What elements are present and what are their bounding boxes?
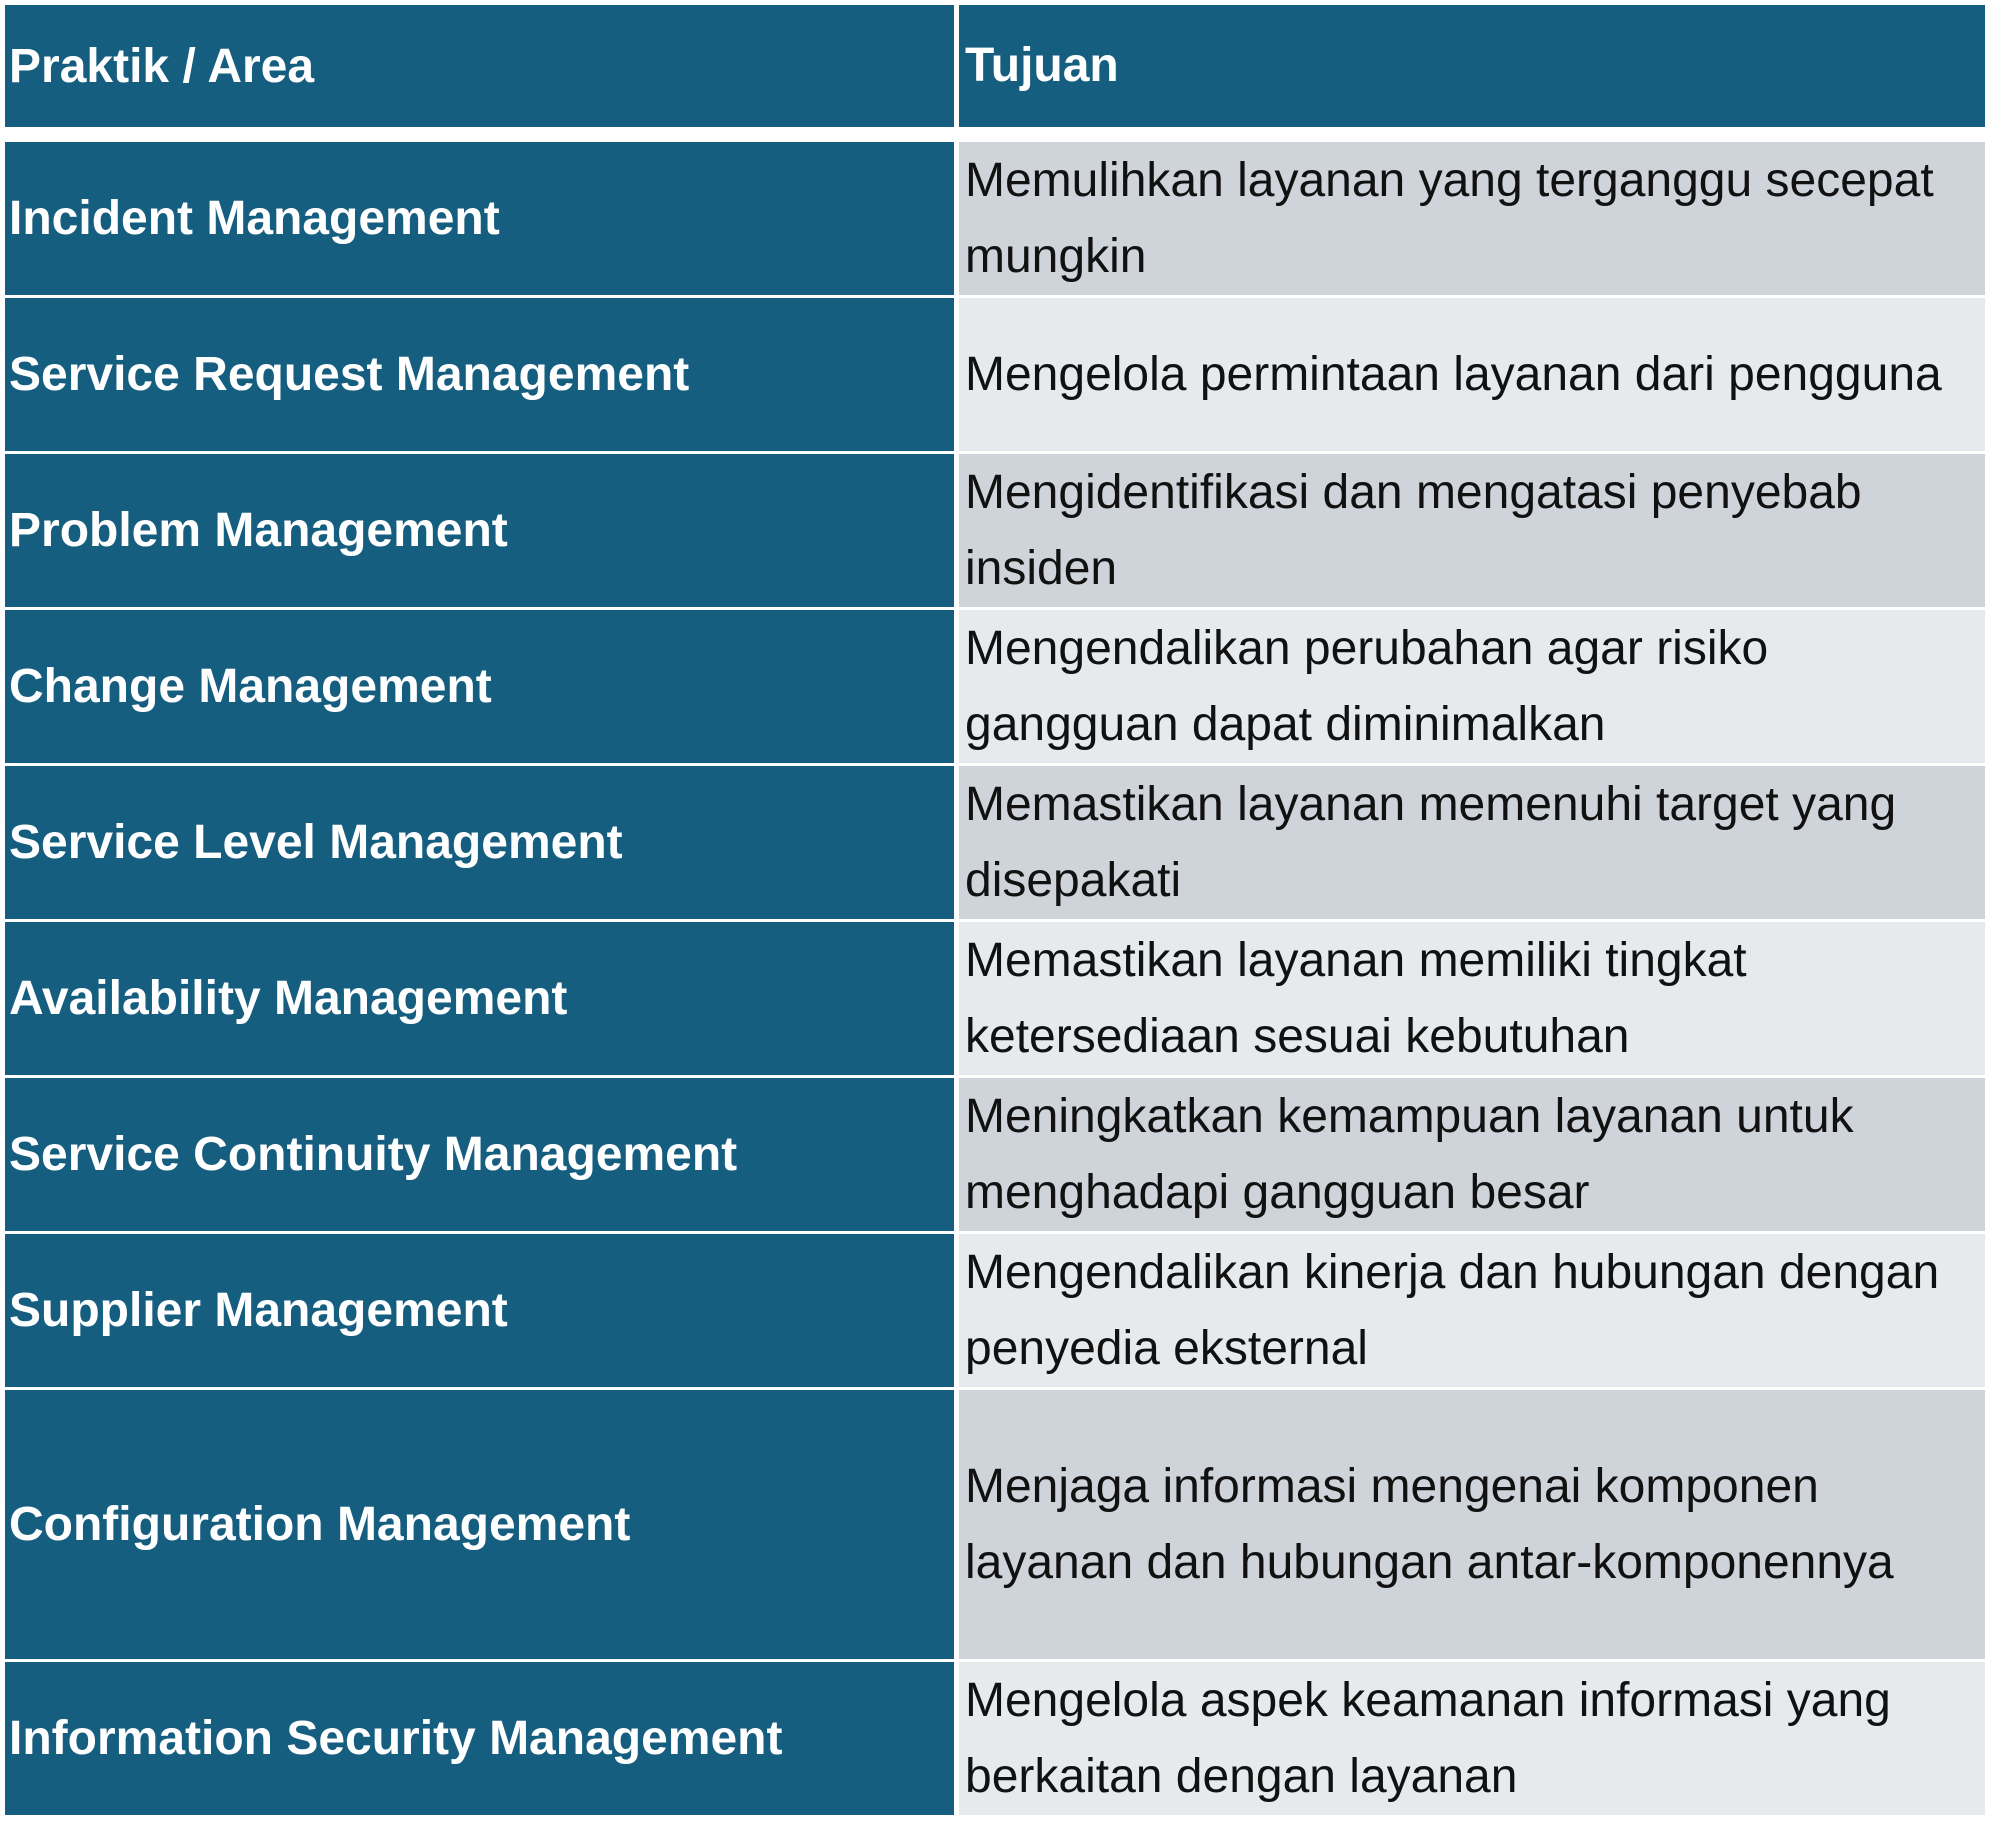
table-row xyxy=(5,298,1985,454)
table-header-row xyxy=(5,5,1985,142)
goal-cell: Mengendalikan perubahan agar risiko gangguan dapat diminimalkan xyxy=(959,610,1985,763)
area-cell: Availability Management xyxy=(5,922,959,1075)
goal-cell: Mengidentifikasi dan mengatasi penyebab insiden xyxy=(959,454,1985,607)
table-row xyxy=(5,142,1985,298)
goal-cell: Memastikan layanan memiliki tingkat ketersediaan sesuai kebutuhan xyxy=(959,922,1985,1075)
goal-cell: Mengelola aspek keamanan informasi yang berkaitan dengan layanan xyxy=(959,1662,1985,1815)
area-cell: Information Security Management xyxy=(5,1662,959,1815)
goal-cell: Mengendalikan kinerja dan hubungan dengan penyedia eksternal xyxy=(959,1234,1985,1387)
table-row xyxy=(5,922,1985,1078)
goal-cell: Mengelola permintaan layanan dari pengguna xyxy=(959,298,1985,451)
area-cell: Change Management xyxy=(5,610,959,763)
header-goal: Tujuan xyxy=(959,5,1985,127)
area-cell: Service Continuity Management xyxy=(5,1078,959,1231)
goal-cell: Menjaga informasi mengenai komponen layanan dan hubungan antar-komponennya xyxy=(959,1390,1985,1659)
area-cell: Supplier Management xyxy=(5,1234,959,1387)
goal-cell: Meningkatkan kemampuan layanan untuk menghadapi gangguan besar xyxy=(959,1078,1985,1231)
table-row xyxy=(5,766,1985,922)
table-row xyxy=(5,610,1985,766)
area-cell: Incident Management xyxy=(5,142,959,295)
table-row xyxy=(5,454,1985,610)
table-row xyxy=(5,1662,1985,1815)
area-cell: Configuration Management xyxy=(5,1390,959,1659)
area-cell: Service Level Management xyxy=(5,766,959,919)
itil-practices-table xyxy=(5,5,1985,1815)
table-row xyxy=(5,1390,1985,1662)
table-row xyxy=(5,1078,1985,1234)
goal-cell: Memastikan layanan memenuhi target yang disepakati xyxy=(959,766,1985,919)
area-cell: Problem Management xyxy=(5,454,959,607)
goal-cell: Memulihkan layanan yang terganggu secepat mungkin xyxy=(959,142,1985,295)
table-row xyxy=(5,1234,1985,1390)
area-cell: Service Request Management xyxy=(5,298,959,451)
header-area: Praktik / Area xyxy=(5,5,959,127)
